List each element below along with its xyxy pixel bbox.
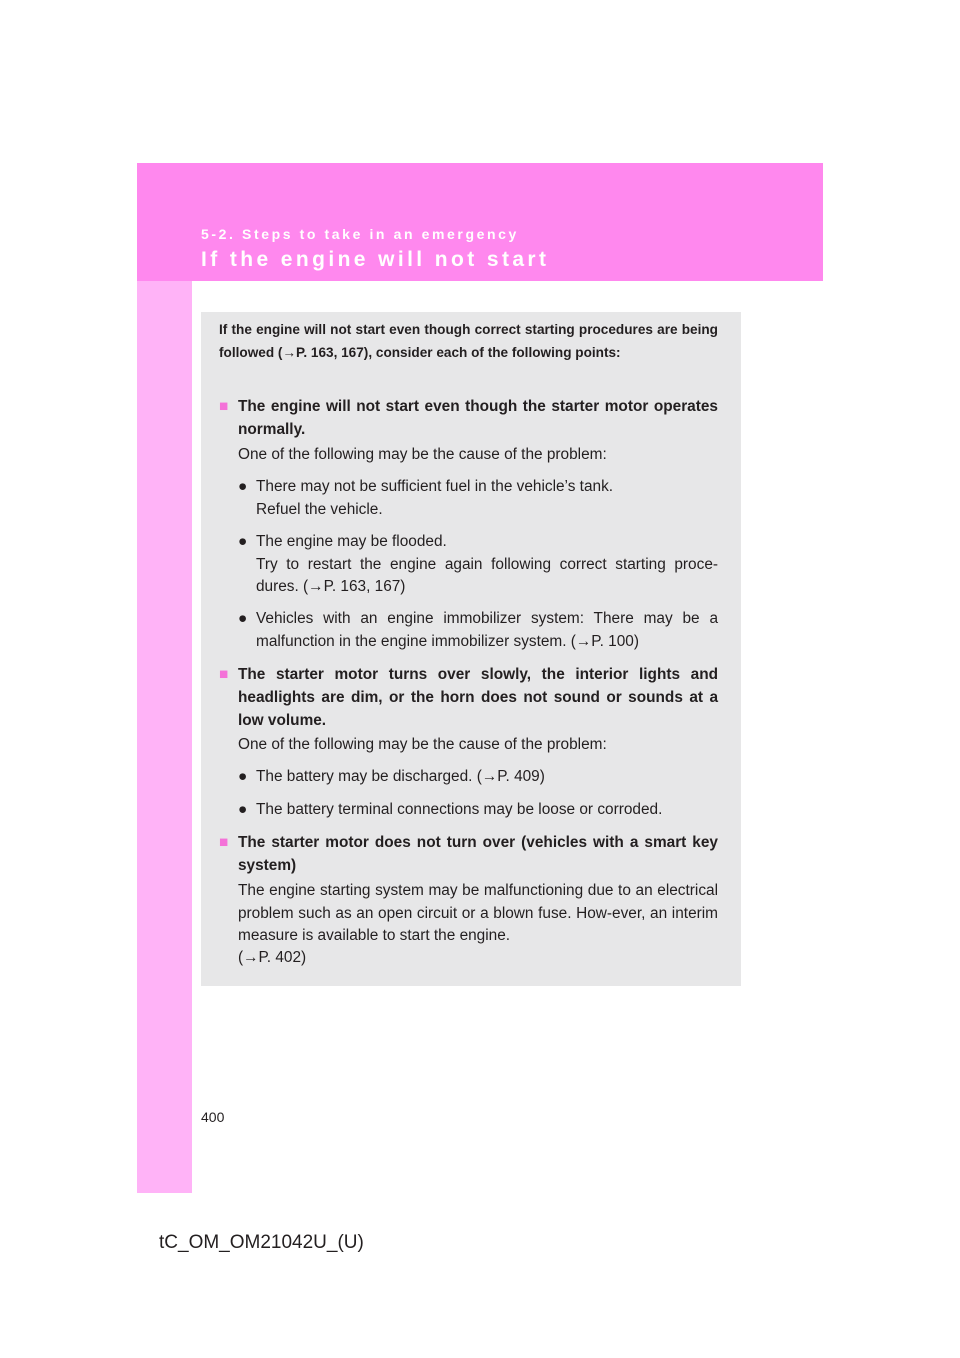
document-code: tC_OM_OM21042U_(U) [159,1232,364,1253]
page-number: 400 [201,1109,225,1125]
bullet-text: There may not be sufficient fuel in the vehicle’s tank. [256,478,614,495]
bullet-text: Vehicles with an engine immobilizer system: There may be a malfunction in the engine immobilizer system. (→P. 100) [256,610,718,650]
square-marker-icon: ■ [219,398,229,415]
section-heading-2 [219,663,718,732]
bullet-item [238,766,718,789]
bullet-text: The battery terminal connections may be loose or corroded. [256,801,663,818]
section-label: 5-2. Steps to take in an emergency [201,226,519,242]
section-heading-1 [219,395,718,441]
bullet-item [238,608,718,653]
bullet-item [238,531,718,599]
section-lead: One of the following may be the cause of the problem: [238,736,607,753]
bullet-dot-icon: ● [238,478,248,495]
bullet-item [238,799,718,822]
square-marker-icon: ■ [219,666,229,683]
bullet-dot-icon: ● [238,610,248,627]
bullet-dot-icon: ● [238,801,248,818]
page-reference: (→P. 402) [238,949,307,966]
section-heading-3 [219,831,718,877]
section-heading-text: The starter motor does not turn over (vehicles with a smart key system) [238,834,718,874]
bullet-text-action: Refuel the vehicle. [256,500,383,518]
section-lead: One of the following may be the cause of the problem: [238,446,607,463]
section-heading-text: The engine will not start even though the starter motor operates normally. [238,398,718,438]
intro-paragraph: If the engine will not start even though correct starting procedures are being followed (→P. 163, 167), consider each of the following points: [219,322,718,360]
bullet-item [238,476,718,521]
bullet-text: The battery may be discharged. (→P. 409) [256,768,545,785]
square-marker-icon: ■ [219,834,229,851]
bullet-dot-icon: ● [238,533,248,550]
section-heading-text: The starter motor turns over slowly, the interior lights and headlights are dim, or the horn does not sound or sounds at a low volume. [238,666,718,729]
side-strip [137,281,192,1193]
section-body: The engine starting system may be malfunctioning due to an electrical problem such as an open circuit or a blown fuse. How-ever, an interim measure is available to start the engine. [238,882,718,944]
page-title: If the engine will not start [201,248,550,271]
bullet-text-action: Try to restart the engine again following correct starting proce-dures. (→P. 163, 167) [256,555,718,595]
bullet-dot-icon: ● [238,768,248,785]
bullet-text: The engine may be flooded. [256,533,447,550]
